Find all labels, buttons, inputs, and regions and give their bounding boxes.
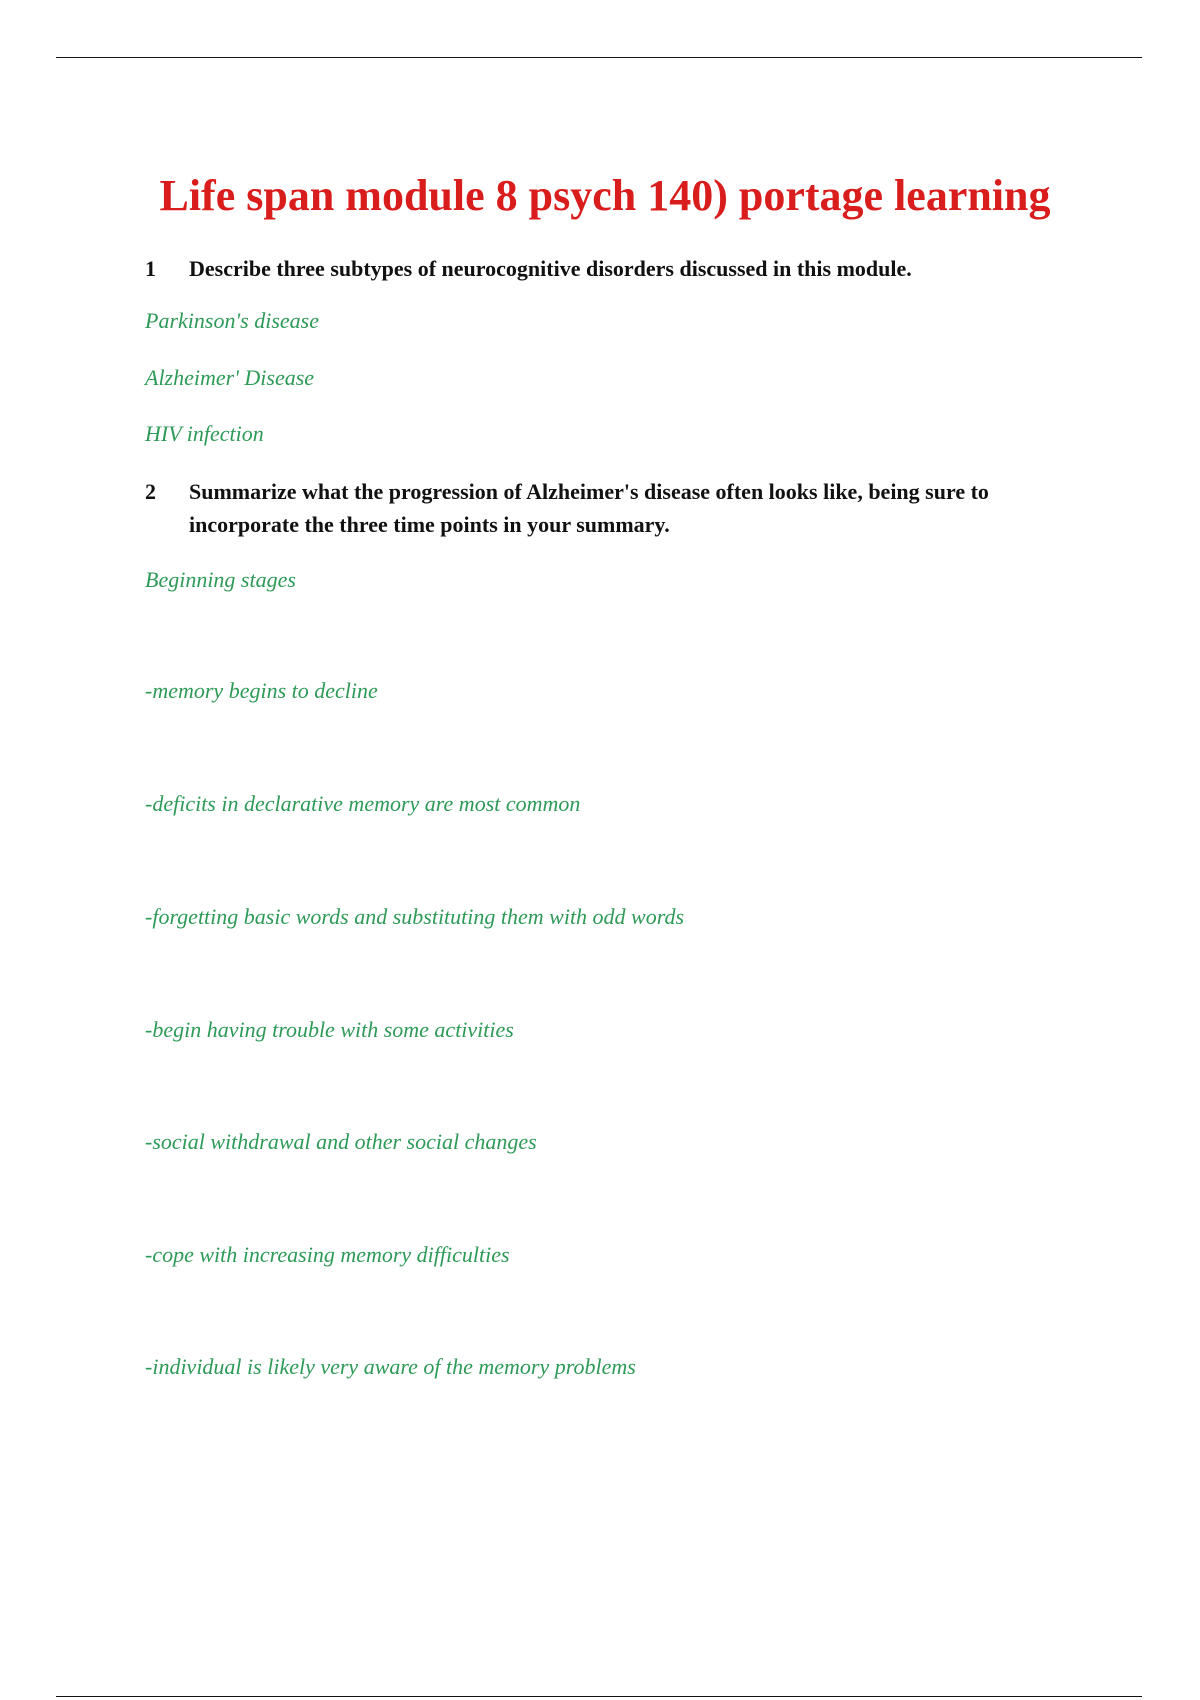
answer-item: -deficits in declarative memory are most common <box>145 791 581 816</box>
bottom-rule <box>56 1696 1142 1697</box>
answer-item: -begin having trouble with some activities <box>145 1017 514 1042</box>
question-2 <box>145 475 1085 541</box>
answer-item: -social withdrawal and other social changes <box>145 1129 537 1154</box>
answer-item: HIV infection <box>145 421 264 446</box>
answer-item: Parkinson's disease <box>145 308 319 333</box>
answer-item: -forgetting basic words and substituting them with odd words <box>145 904 685 929</box>
answer-item: Alzheimer' Disease <box>145 365 315 390</box>
top-rule <box>56 57 1142 58</box>
question-number: 2 <box>145 479 156 504</box>
answer-item: Beginning stages <box>145 567 296 592</box>
question-text: Summarize what the progression of Alzheimer's disease often looks like, being sure to incorporate the three time points in your summary. <box>189 479 989 537</box>
question-text: Describe three subtypes of neurocognitive disorders discussed in this module. <box>189 256 912 281</box>
answer-item: -individual is likely very aware of the memory problems <box>145 1354 636 1379</box>
document-title: Life span module 8 psych 140) portage learning <box>159 171 1051 220</box>
question-1 <box>145 252 1085 285</box>
answer-item: -memory begins to decline <box>145 678 378 703</box>
answer-item: -cope with increasing memory difficulties <box>145 1242 510 1267</box>
question-number: 1 <box>145 256 156 281</box>
